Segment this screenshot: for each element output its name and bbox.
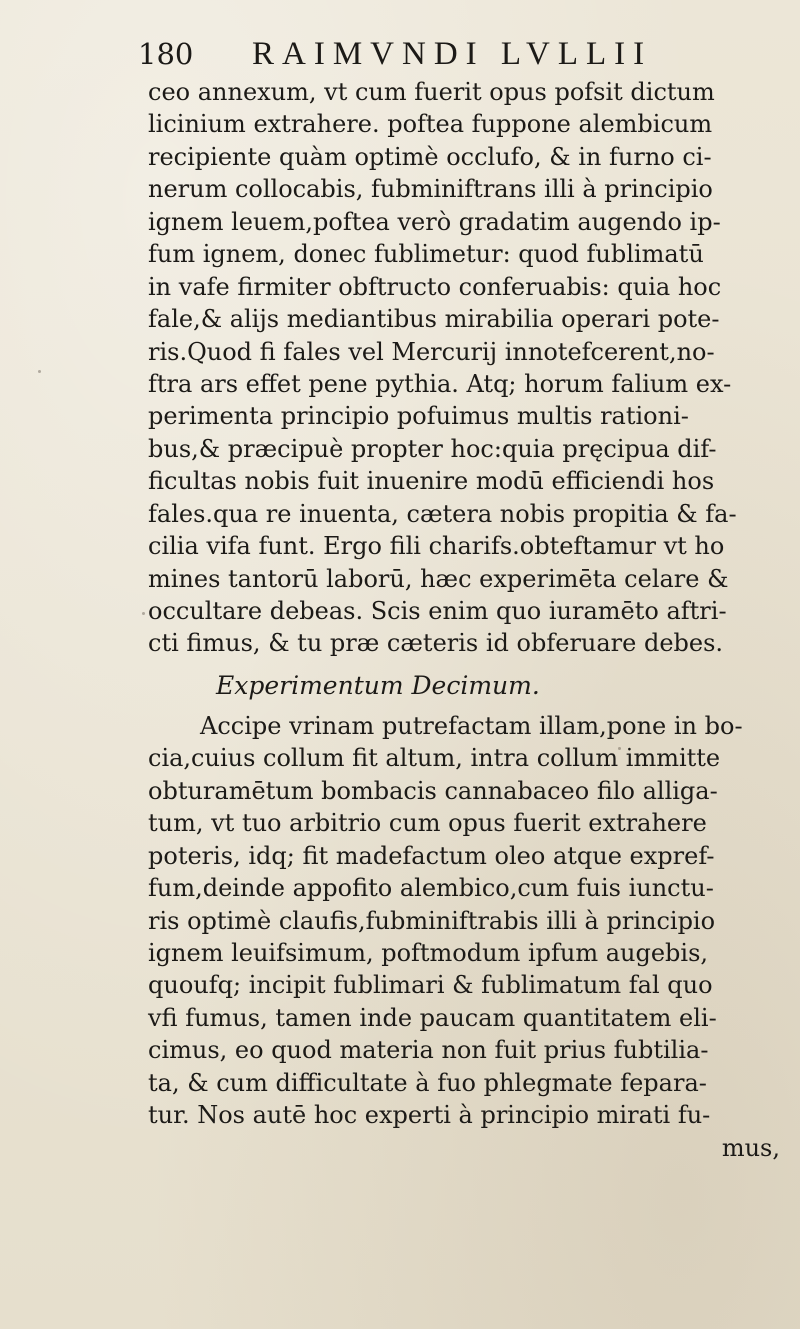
text-line: cilia vifa funt. Ergo fili charifs.obteftamur vt ho xyxy=(148,532,725,561)
text-line: ignem leuifsimum, poftmodum ipfum augebis, xyxy=(148,938,709,967)
ink-speck xyxy=(38,370,41,373)
page-number: 180 xyxy=(138,37,194,71)
text-line: Accipe vrinam putrefactam illam,pone in bo- xyxy=(200,711,743,740)
text-line: mines tantorū laborū, hæc experimēta celare & xyxy=(148,564,729,593)
text-line: ceo annexum, vt cum fuerit opus pofsit dictum xyxy=(148,78,715,106)
text-line: ris.Quod fi fales vel Mercurij innotefcerent,no- xyxy=(148,337,715,366)
text-line: cimus, eo quod materia non fuit prius fubtilia- xyxy=(148,1036,709,1065)
text-line: licinium extrahere. poftea fuppone alembicum xyxy=(148,110,713,139)
section-heading: Experimentum Decimum. xyxy=(216,670,540,700)
text-line: in vafe firmiter obftructo conferuabis: quia hoc xyxy=(148,272,722,301)
text-line: cia,cuius collum fit altum, intra collum immitte xyxy=(148,744,721,773)
text-line: ignem leuem,poftea verò gradatim augendo ip- xyxy=(148,207,721,236)
text-line: nerum collocabis, fubminiftrans illi à principio xyxy=(148,175,713,204)
text-line: tum, vt tuo arbitrio cum opus fuerit extrahere xyxy=(148,809,707,838)
text-line: fales.qua re inuenta, cætera nobis propitia & fa- xyxy=(148,499,737,528)
text-line: ftra ars effet pene pythia. Atq; horum falium ex- xyxy=(148,369,732,398)
text-line: ris optimè claufis,fubminiftrabis illi à principio xyxy=(148,906,716,935)
text-line: quoufq; incipit fublimari & fublimatum fal quo xyxy=(148,971,713,1000)
text-line: obturamētum bombacis cannabaceo filo alliga- xyxy=(148,776,718,805)
page-header xyxy=(138,30,778,76)
text-line: perimenta principio pofuimus multis rationi- xyxy=(148,402,689,431)
text-line: bus,& præcipuè propter hoc:quia pręcipua dif- xyxy=(148,434,717,463)
text-line: fale,& alijs mediantibus mirabilia operari pote- xyxy=(148,305,720,334)
text-line: recipiente quàm optimè occlufo, & in furno ci- xyxy=(148,142,712,171)
catchword: mus, xyxy=(721,1133,780,1162)
ink-speck xyxy=(618,747,621,750)
text-line: fum ignem, donec fublimetur: quod fublimatū xyxy=(148,240,704,269)
text-line: ta, & cum difficultate à fuo phlegmate fepara- xyxy=(148,1068,707,1097)
ink-speck xyxy=(142,612,145,615)
text-line: poteris, idq; fit madefactum oleo atque expref- xyxy=(148,841,715,870)
body-text xyxy=(148,76,788,1164)
text-line: tur. Nos autē hoc experti à principio mirati fu- xyxy=(148,1101,711,1130)
text-line: ficultas nobis fuit inuenire modū efficiendi hos xyxy=(148,467,715,496)
text-line: vfi fumus, tamen inde paucam quantitatem eli- xyxy=(148,1003,717,1032)
text-line: cti fimus, & tu præ cæteris id obferuare debes. xyxy=(148,629,724,658)
text-line: occultare debeas. Scis enim quo iuramēto aftri- xyxy=(148,597,727,625)
text-line: fum,deinde appofito alembico,cum fuis iunctu- xyxy=(148,874,714,903)
running-head: RAIMVNDI LVLLII xyxy=(252,36,653,72)
